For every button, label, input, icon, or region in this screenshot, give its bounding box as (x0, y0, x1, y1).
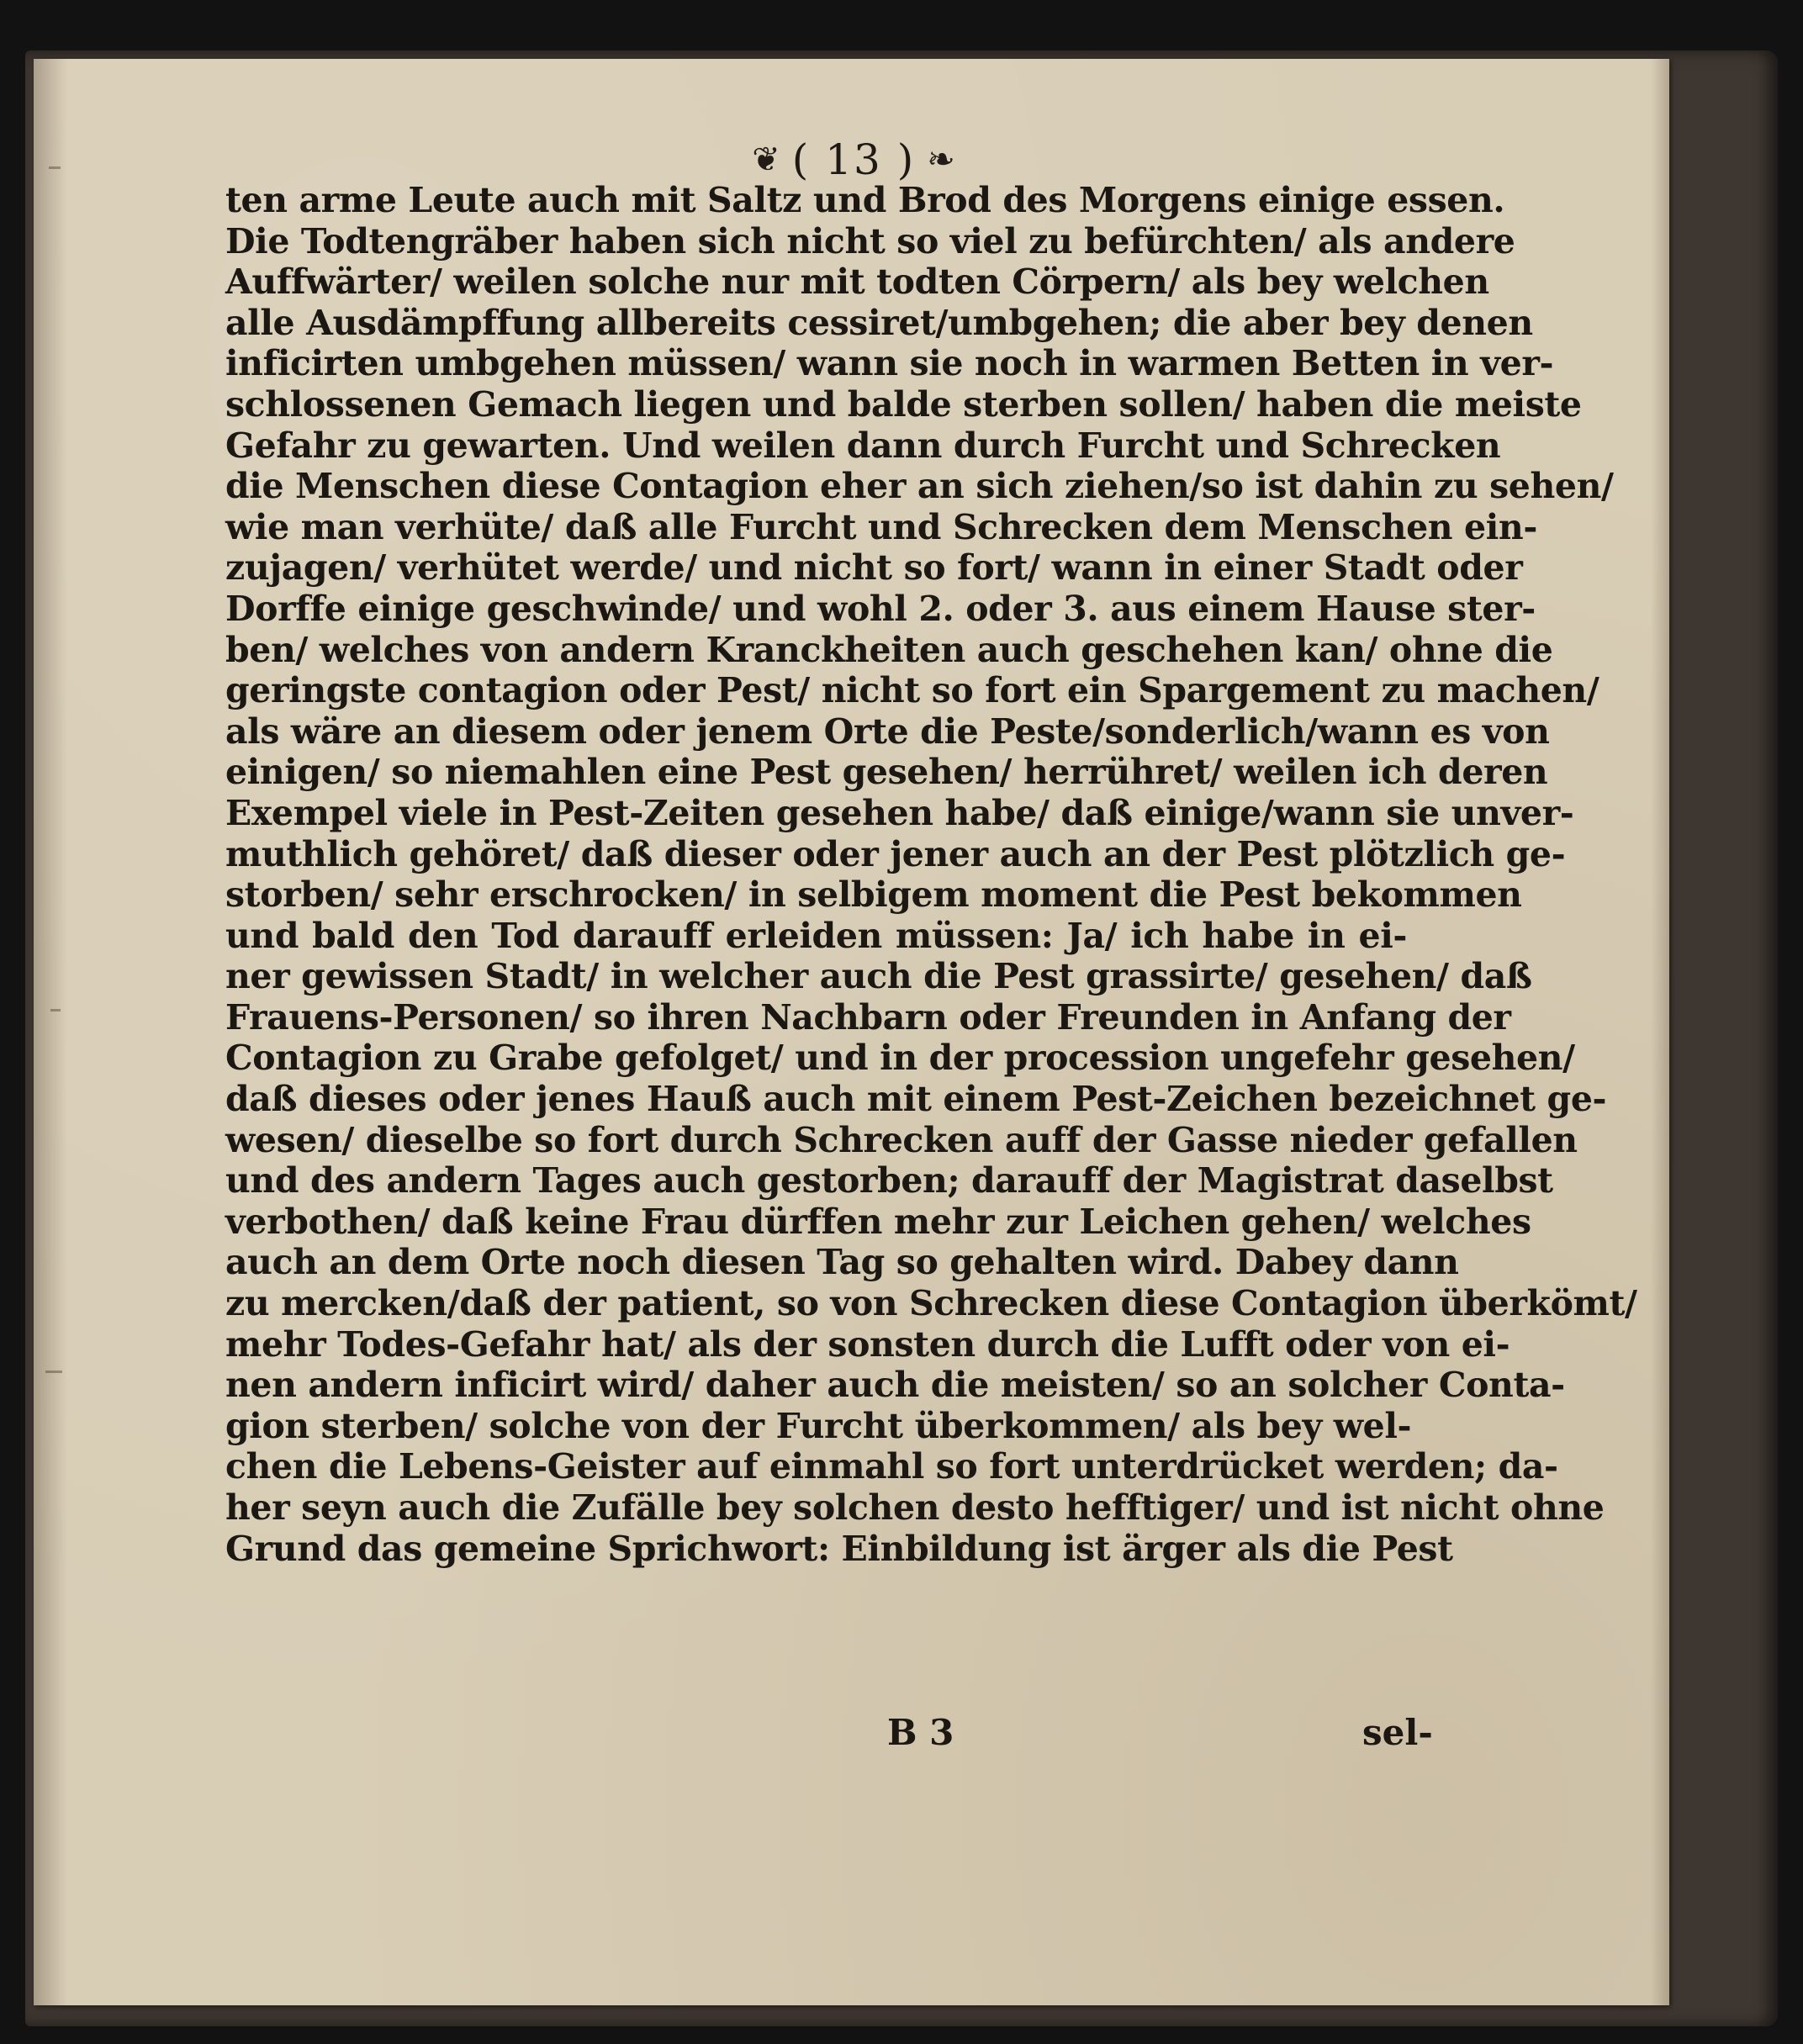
text-line: Frauens-Personen/ so ihren Nachbarn oder Freunden in Anfang der (225, 996, 1511, 1038)
text-line: verbothen/ daß keine Frau dürffen mehr zur Leichen gehen/ welches (225, 1201, 1531, 1242)
margin-mark (45, 1371, 62, 1373)
text-line: inficirten umbgehen müssen/ wann sie noch in warmen Betten in ver- (225, 343, 1554, 384)
text-line: mehr Todes-Gefahr hat/ als der sonsten durch die Lufft oder von ei- (225, 1323, 1510, 1365)
text-line: Dorffe einige geschwinde/ und wohl 2. oder 3. aus einem Hause ster- (225, 588, 1536, 629)
text-line: muthlich gehöret/ daß dieser oder jener auch an der Pest plötzlich ge- (225, 833, 1566, 874)
text-line: auch an dem Orte noch diesen Tag so gehalten wird. Dabey dann (225, 1242, 1459, 1283)
margin-mark (49, 166, 61, 169)
text-line: Auffwärter/ weilen solche nur mit todten Cörpern/ als bey welchen (225, 261, 1489, 303)
text-line: als wäre an diesem oder jenem Orte die Peste/sonderlich/wann es von (225, 710, 1550, 752)
text-line: wie man verhüte/ daß alle Furcht und Schrecken dem Menschen ein- (225, 506, 1537, 547)
text-line: Grund das gemeine Sprichwort: Einbildung ist ärger als die Pest (225, 1528, 1453, 1569)
text-line: ten arme Leute auch mit Saltz und Brod des Morgens einige essen. (225, 180, 1505, 220)
ornament-left-icon: ❦ (752, 140, 780, 179)
text-line: Exempel viele in Pest-Zeiten gesehen habe/ daß einige/wann sie unver- (225, 792, 1574, 833)
text-line: Contagion zu Grabe gefolget/ und in der procession ungefehr gesehen/ (225, 1038, 1575, 1079)
text-line: die Menschen diese Contagion eher an sich ziehen/so ist dahin zu sehen/ (225, 466, 1614, 507)
text-line: her seyn auch die Zufälle bey solchen desto hefftiger/ und ist nicht ohne (225, 1487, 1605, 1528)
text-line: schlossenen Gemach liegen und balde sterben sollen/ haben die meiste (225, 383, 1582, 425)
signature-mark: B 3 (887, 1712, 954, 1753)
page-edge-shadow (1651, 59, 1669, 2005)
text-line: und des andern Tages auch gestorben; darauff der Magistrat daselbst (225, 1160, 1553, 1202)
ornament-right-icon: ❧ (927, 140, 955, 179)
text-line: zu mercken/daß der patient, so von Schrecken diese Contagion überkömt/ (225, 1283, 1637, 1324)
text-line: geringste contagion oder Pest/ nicht so fort ein Spargement zu machen/ (225, 670, 1599, 711)
text-line: Die Todtengräber haben sich nicht so viel zu befürchten/ als andere (225, 220, 1515, 261)
text-line: einigen/ so niemahlen eine Pest gesehen/ herrühret/ weilen ich deren (225, 752, 1548, 793)
text-line: nen andern inficirt wird/ daher auch die meisten/ so an solcher Conta- (225, 1365, 1565, 1406)
book-page (34, 59, 1669, 2005)
text-line: gion sterben/ solche von der Furcht überkommen/ als bey wel- (225, 1405, 1412, 1446)
body-text (225, 180, 1637, 1569)
gutter-shadow (34, 59, 67, 2005)
text-line: chen die Lebens-Geister auf einmahl so fort unterdrücket werden; da- (225, 1446, 1558, 1487)
text-line: storben/ sehr erschrocken/ in selbigem moment die Pest bekommen (225, 874, 1522, 916)
text-line: daß dieses oder jenes Hauß auch mit einem Pest-Zeichen bezeichnet ge- (225, 1079, 1607, 1120)
text-line: zujagen/ verhütet werde/ und nicht so fort/ wann in einer Stadt oder (225, 547, 1523, 589)
text-line: alle Ausdämpffung allbereits cessiret/umbgehen; die aber bey denen (225, 302, 1533, 343)
text-line: wesen/ dieselbe so fort durch Schrecken auff der Gasse nieder gefallen (225, 1119, 1578, 1160)
page-number: ( 13 ) (791, 135, 916, 184)
text-line: ner gewissen Stadt/ in welcher auch die Pest grassirte/ gesehen/ daß (225, 956, 1532, 997)
text-line: und bald den Tod darauff erleiden müssen: Ja/ ich habe in ei- (225, 915, 1407, 956)
text-line: Gefahr zu gewarten. Und weilen dann durch Furcht und Schrecken (225, 425, 1501, 466)
text-line: ben/ welches von andern Kranckheiten auch geschehen kan/ ohne die (225, 629, 1553, 670)
margin-mark (50, 1009, 61, 1011)
catchword: sel- (1362, 1712, 1433, 1753)
